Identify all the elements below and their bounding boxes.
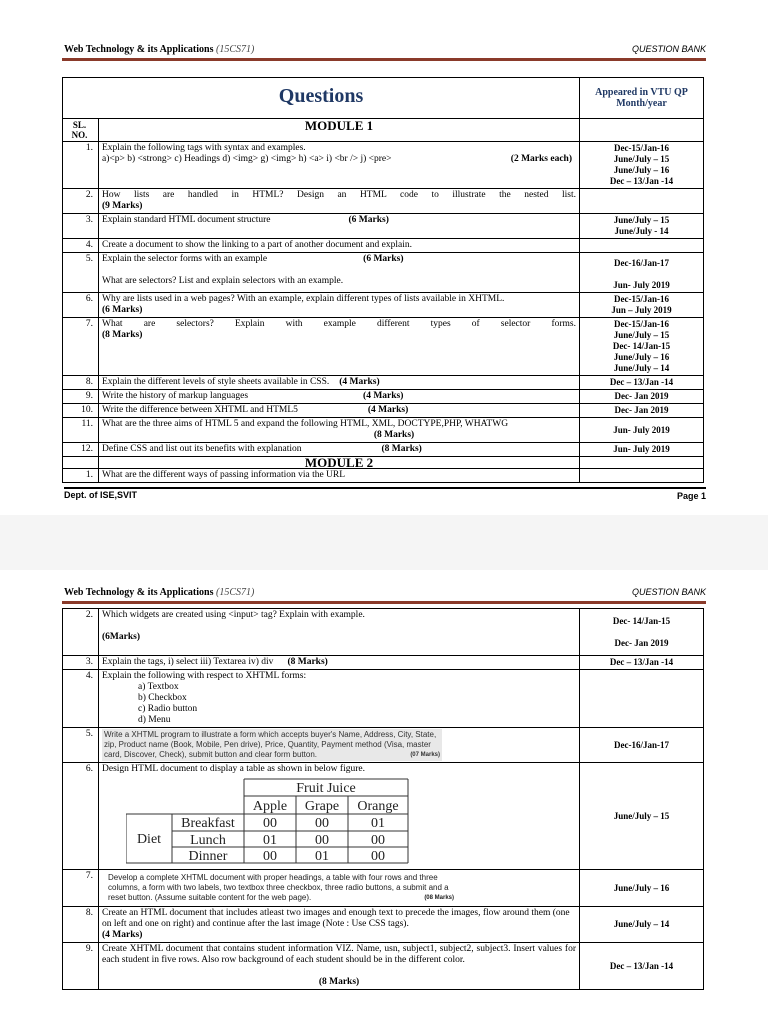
list-item: b) Checkbox: [138, 693, 187, 703]
fig-col-header: Grape: [304, 799, 340, 814]
page-number: Page 1: [676, 491, 706, 501]
module-1-heading: MODULE 1: [99, 119, 580, 142]
fig-cell: 01: [315, 849, 329, 864]
table-row: 4. Create a document to show the linking to a part of another document and explain.: [63, 239, 704, 253]
dept-label: Dept. of ISE,SVIT: [64, 490, 138, 500]
table-row: 1. Explain the following tags with syntax and examples. a)<p> b) <strong> c) Headings d) <img> g) <img> h) <a> i) <br /> j) <pre> (2 Marks each) Dec-15/Jan-16 June/July – 15 June/July – 16 Dec – 13/Jan -14: [63, 142, 704, 189]
page-header: [64, 587, 706, 599]
fruit-juice-table-svg: [126, 778, 416, 864]
fig-row-label: Breakfast: [181, 816, 235, 831]
table-row: 10. Write the difference between XHTML and HTML5 (4 Marks) Dec- Jan 2019: [63, 404, 704, 418]
table-row: 1. What are the different ways of passing information via the URL: [63, 469, 704, 483]
table-row: 7. Develop a complete XHTML document with proper headings, a table with four rows and three columns, a form with two labels, two textbox three checkbox, three radio buttons, a submit and a reset button. (Assume suitable content for the web page). (08 Marks) June/July – 16: [63, 870, 704, 907]
course-title: Web Technology & its Applications: [64, 44, 214, 55]
fig-cell: 00: [371, 849, 385, 864]
table-row: 4. Explain the following with respect to XHTML forms: a) Textbox b) Checkbox c) Radio button d) Menu: [63, 670, 704, 728]
fig-row-label: Dinner: [188, 849, 228, 864]
module-2-heading: MODULE 2: [99, 457, 580, 469]
fruit-juice-figure: [126, 778, 576, 864]
fig-row-label: Lunch: [190, 833, 226, 848]
table-row: 8. Create an HTML document that includes atleast two images and enough text to precede the images, flow around them (one on left and one on right) and continue after the last image (Note : Use CSS tags). (4 Marks) June/July – 14: [63, 907, 704, 943]
table-row: 9. Create XHTML document that contains student information VIZ. Name, usn, subject1, subject2, subject3. Insert values for each student in five rows. Also row background of each student should be in the different color. (8 Marks) Dec – 13/Jan -14: [63, 943, 704, 990]
table-row: 5. Explain the selector forms with an example (6 Marks) What are selectors? List and explain selectors with an example. Dec-16/Jan-17 Jun- July 2019: [63, 253, 704, 293]
table-row: 3. Explain standard HTML document structure (6 Marks) June/July – 15 June/July - 14: [63, 214, 704, 239]
fig-cell: 00: [315, 816, 329, 831]
options-list: [102, 682, 576, 726]
table-row: 5. Write a XHTML program to illustrate a form which accepts buyer's Name, Address, City, State, zip, Product name (Book, Mobile, Pen drive), Price, Quantity, Payment method (Visa, master card, Discover, Check), submit button and clear form button. (07 Marks) Dec-16/Jan-17: [63, 728, 704, 763]
fig-cell: 00: [263, 816, 277, 831]
list-item: a) Textbox: [138, 682, 179, 692]
table-row: 6. Why are lists used in a web pages? With an example, explain different types of lists available in XHTML. (6 Marks) Dec-15/Jan-16 Jun – July 2019: [63, 293, 704, 318]
page-gap: [0, 515, 768, 570]
fig-cell: 00: [263, 849, 277, 864]
fig-group-label: Diet: [136, 832, 162, 847]
table-row: 12. Define CSS and list out its benefits with explanation (8 Marks) Jun- July 2019: [63, 443, 704, 457]
fig-cell: 00: [371, 833, 385, 848]
questions-table-2: [62, 608, 704, 990]
table-row: 11. What are the three aims of HTML 5 and expand the following HTML, XML, DOCTYPE,PHP, WHATWG (8 Marks) Jun- July 2019: [63, 418, 704, 443]
fig-title: Fruit Juice: [296, 781, 356, 796]
course-title: Web Technology & its Applications: [64, 587, 214, 598]
table-row: 8. Explain the different levels of style sheets available in CSS. (4 Marks) Dec – 13/Jan -14: [63, 376, 704, 390]
table-row: 2. How lists are handled in HTML? Design an HTML code to illustrate the nested list. (9 Marks): [63, 189, 704, 214]
table-row: 6. Design HTML document to display a table as shown in below figure. Fruit Juice Apple Grape Orange Diet Breakfast Lunch Dinner 00 00 01 01 00 00 00 01 00 June/July – 15: [63, 763, 704, 870]
course-code: (15CS71): [215, 587, 255, 598]
question-bank-label: QUESTION BANK: [631, 44, 706, 54]
sl-no-header: SL. NO.: [63, 119, 99, 142]
table-row: 2. Which widgets are created using <input> tag? Explain with example. (6Marks) Dec- 14/Jan-15 Dec- Jan 2019: [63, 609, 704, 656]
fig-cell: 01: [371, 816, 385, 831]
fig-cell: 00: [315, 833, 329, 848]
questions-table: [62, 77, 704, 483]
list-item: d) Menu: [138, 715, 171, 725]
page-header: [64, 44, 706, 56]
page-2: [0, 570, 768, 1024]
table-row: 3. Explain the tags, i) select iii) Textarea iv) div (8 Marks) Dec – 13/Jan -14: [63, 656, 704, 670]
header-rule: [62, 58, 706, 61]
table-row: 9. Write the history of markup languages (4 Marks) Dec- Jan 2019: [63, 390, 704, 404]
table-title: Questions: [63, 78, 580, 119]
header-rule: [62, 601, 706, 604]
table-row: 7. What are selectors? Explain with example different types of selector forms. (8 Marks) Dec-15/Jan-16 June/July – 15 Dec- 14/Jan-15 June/July – 16 June/July – 14: [63, 318, 704, 376]
list-item: c) Radio button: [138, 704, 198, 714]
question-bank-label: QUESTION BANK: [631, 587, 706, 597]
appeared-header: Appeared in VTU QP Month/year: [580, 78, 704, 119]
scanned-question-image: Write a XHTML program to illustrate a form which accepts buyer's Name, Address, City, State, zip, Product name (Book, Mobile, Pen drive), Price, Quantity, Payment method (Visa, master card, Discover, Check), submit button and clear form button. (07 Marks): [104, 730, 440, 759]
fig-col-header: Apple: [252, 799, 288, 814]
page-footer: [64, 487, 706, 504]
fig-col-header: Orange: [357, 799, 399, 814]
course-code: (15CS71): [215, 44, 255, 55]
scanned-question-image: Develop a complete XHTML document with proper headings, a table with four rows and three columns, a form with two labels, two textbox three checkbox, three radio buttons, a submit and a reset button. (Assume suitable content for the web page). (08 Marks): [108, 873, 454, 902]
fig-cell: 01: [263, 833, 277, 848]
